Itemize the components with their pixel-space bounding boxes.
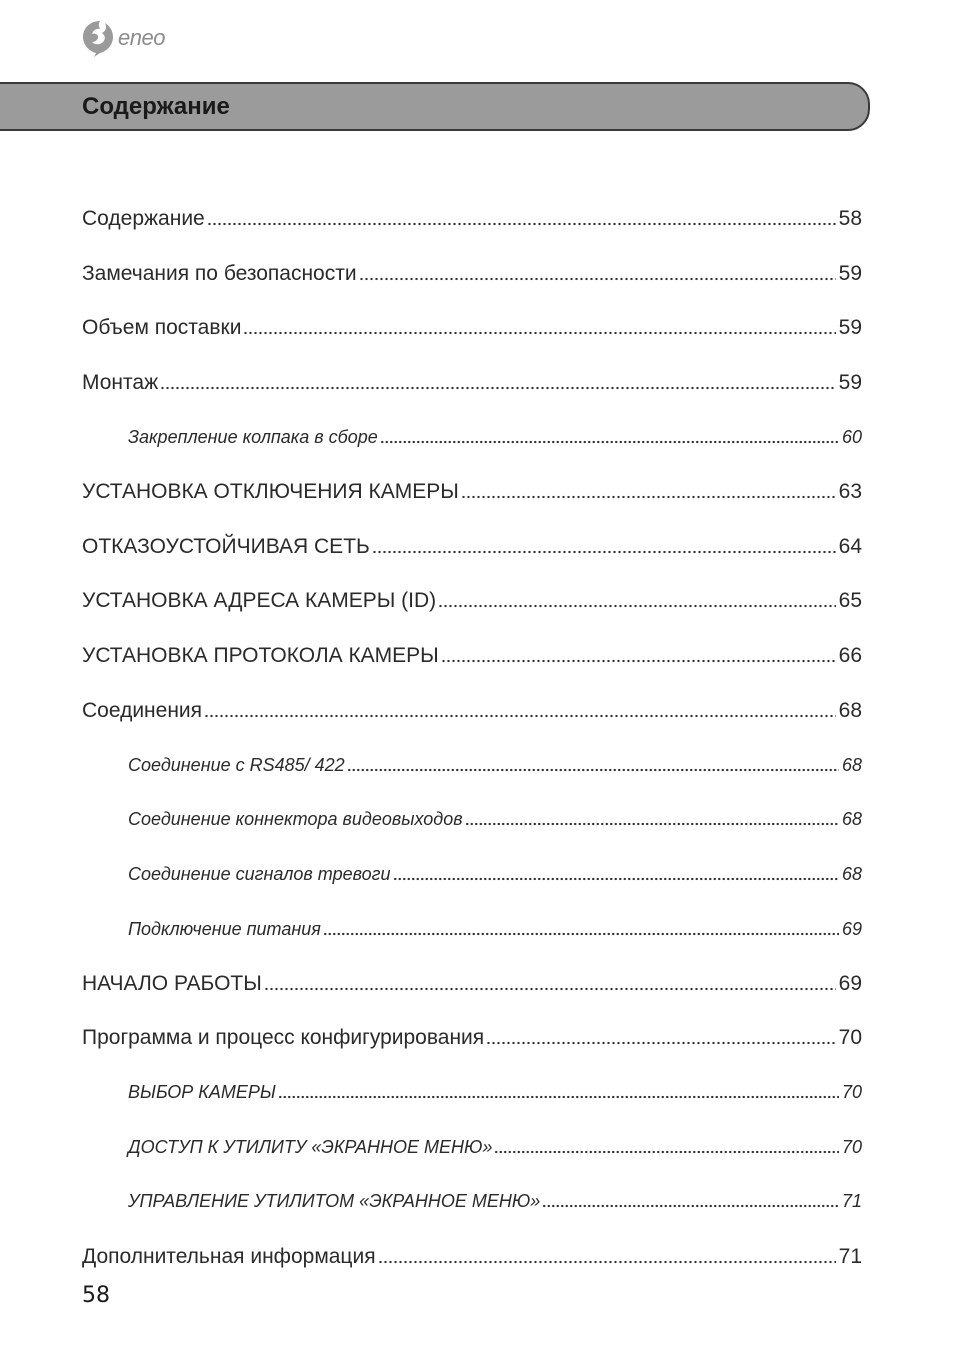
toc-entry[interactable] (82, 683, 862, 738)
toc-entry[interactable] (82, 1066, 862, 1121)
toc-leader-dots (359, 275, 836, 283)
toc-leader-dots (438, 602, 835, 610)
toc-entry-page: 69 (838, 971, 862, 995)
brand-logo (80, 18, 165, 58)
toc-entry-page: 71 (838, 1244, 862, 1268)
toc-entry[interactable] (82, 793, 862, 848)
eneo-logo-icon (80, 18, 116, 58)
toc-entry-page: 66 (838, 644, 862, 668)
toc-entry-page: 70 (838, 1026, 862, 1050)
toc-leader-dots (461, 493, 836, 501)
toc-entry-label: УСТАНОВКА АДРЕСА КАМЕРЫ (ID) (82, 589, 437, 613)
toc-entry-label: Закрепление колпака в сборе (128, 427, 378, 448)
toc-entry[interactable] (82, 1011, 862, 1066)
toc-entry-label: Соединение с RS485/ 422 (128, 754, 345, 775)
toc-entry-label: Соединение сигналов тревоги (128, 863, 391, 884)
toc-entry-label: Содержание (82, 207, 205, 231)
toc-leader-dots (486, 1039, 835, 1047)
toc-entry[interactable] (82, 192, 862, 247)
toc-entry-label: ВЫБОР КАМЕРЫ (128, 1082, 276, 1103)
toc-entry-page: 70 (841, 1082, 862, 1103)
toc-entry-label: Монтаж (82, 371, 159, 395)
toc-leader-dots (465, 820, 839, 828)
toc-entry[interactable] (82, 301, 862, 356)
toc-leader-dots (372, 548, 836, 556)
page-title: Содержание (82, 93, 230, 120)
toc-leader-dots (380, 438, 839, 446)
toc-entry-label: Замечания по безопасности (82, 261, 357, 285)
toc-entry-label: ОТКАЗОУСТОЙЧИВАЯ СЕТЬ (82, 534, 370, 558)
toc-entry[interactable] (82, 738, 862, 793)
toc-entry[interactable] (82, 847, 862, 902)
toc-entry-page: 59 (838, 371, 862, 395)
toc-entry[interactable] (82, 1229, 862, 1284)
toc-entry-label: Соединение коннектора видеовыходов (128, 809, 463, 830)
table-of-contents (82, 192, 862, 1284)
toc-entry-page: 65 (838, 589, 862, 613)
toc-leader-dots (441, 657, 836, 665)
toc-leader-dots (243, 329, 835, 337)
toc-leader-dots (347, 766, 839, 774)
toc-entry-page: 68 (841, 809, 862, 830)
toc-entry-page: 68 (841, 863, 862, 884)
toc-entry-label: Дополнительная информация (82, 1244, 376, 1268)
toc-entry[interactable] (82, 574, 862, 629)
toc-entry-label: Соединения (82, 698, 203, 722)
toc-leader-dots (264, 985, 836, 993)
toc-leader-dots (542, 1202, 839, 1210)
toc-leader-dots (204, 712, 836, 720)
toc-entry-page: 71 (841, 1191, 862, 1212)
toc-entry-page: 63 (838, 480, 862, 504)
toc-entry-label: Объем поставки (82, 316, 242, 340)
toc-leader-dots (323, 930, 839, 938)
toc-leader-dots (393, 875, 839, 883)
toc-entry-page: 59 (838, 316, 862, 340)
toc-entry-page: 60 (841, 427, 862, 448)
toc-entry[interactable] (82, 520, 862, 575)
toc-entry[interactable] (82, 410, 862, 465)
toc-entry-label: ДОСТУП К УТИЛИТУ «ЭКРАННОЕ МЕНЮ» (128, 1136, 493, 1157)
toc-entry-label: УСТАНОВКА ОТКЛЮЧЕНИЯ КАМЕРЫ (82, 480, 459, 504)
toc-entry-page: 59 (838, 261, 862, 285)
toc-leader-dots (378, 1258, 836, 1266)
toc-entry-page: 64 (838, 534, 862, 558)
toc-entry-label: УПРАВЛЕНИЕ УТИЛИТОМ «ЭКРАННОЕ МЕНЮ» (128, 1191, 541, 1212)
toc-entry[interactable] (82, 356, 862, 411)
logo-text: eneo (118, 25, 165, 50)
page-number: 58 (82, 1283, 110, 1308)
toc-entry-page: 58 (838, 207, 862, 231)
toc-entry[interactable] (82, 956, 862, 1011)
toc-entry[interactable] (82, 902, 862, 957)
toc-entry[interactable] (82, 1175, 862, 1230)
toc-entry-page: 70 (841, 1136, 862, 1157)
toc-entry-label: НАЧАЛО РАБОТЫ (82, 971, 262, 995)
toc-entry-page: 68 (838, 698, 862, 722)
toc-entry-page: 69 (841, 918, 862, 939)
toc-entry-label: Программа и процесс конфигурирования (82, 1026, 485, 1050)
toc-leader-dots (278, 1093, 839, 1101)
toc-entry-label: Подключение питания (128, 918, 321, 939)
toc-leader-dots (160, 384, 836, 392)
toc-entry[interactable] (82, 629, 862, 684)
toc-entry-label: УСТАНОВКА ПРОТОКОЛА КАМЕРЫ (82, 644, 439, 668)
toc-entry[interactable] (82, 465, 862, 520)
toc-entry-page: 68 (841, 754, 862, 775)
toc-entry[interactable] (82, 247, 862, 302)
toc-leader-dots (207, 220, 836, 228)
toc-entry[interactable] (82, 1120, 862, 1175)
toc-leader-dots (494, 1148, 839, 1156)
